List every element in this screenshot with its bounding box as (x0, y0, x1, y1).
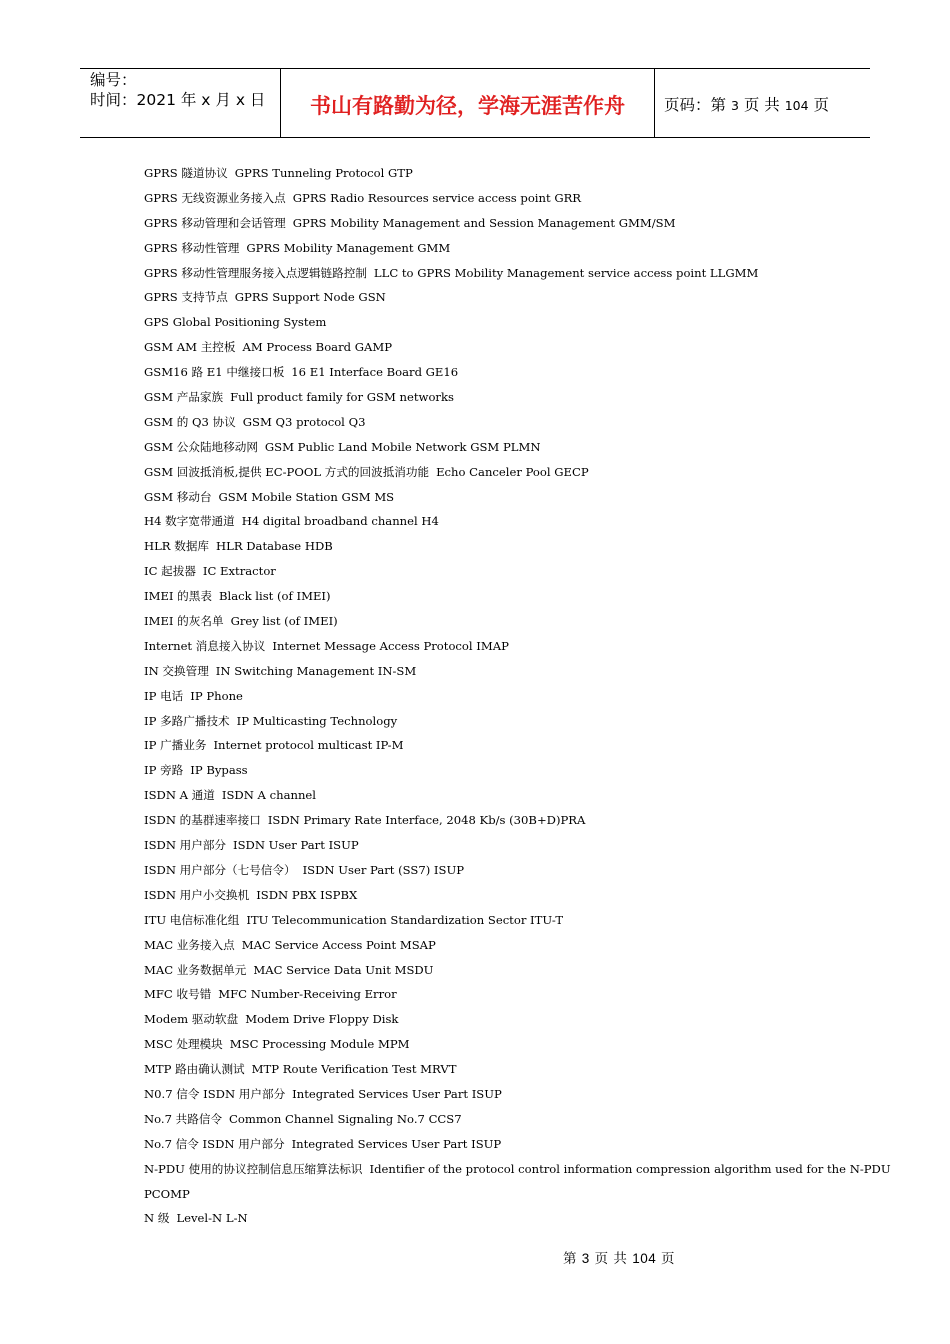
glossary-term-english: Internet protocol multicast IP-M (213, 738, 404, 753)
glossary-term-chinese: IMEI 的黑表 (144, 589, 212, 604)
glossary-term-english: ISDN User Part (SS7) ISUP (302, 862, 465, 877)
glossary-term-chinese: ISDN A 通道 (144, 788, 215, 803)
glossary-entry (144, 908, 834, 933)
glossary-term-chinese: ISDN 的基群速率接口 (144, 813, 261, 828)
glossary-entry (144, 335, 834, 360)
document-number-label: 编号： (90, 71, 137, 89)
glossary-term-chinese: GPRS 移动管理和会话管理 (144, 215, 286, 230)
header-motto: 书山有路勤为径，学海无涯苦作舟 (310, 94, 625, 118)
glossary-term-english: GPRS Mobility Management GMM (246, 240, 451, 255)
glossary-term-english: GSM Mobile Station GSM MS (218, 489, 395, 504)
page-header (80, 68, 870, 138)
glossary-entry (144, 360, 834, 385)
glossary-term-english: ISDN PBX ISPBX (256, 887, 358, 902)
glossary-term-chinese: GPRS 支持节点 (144, 290, 228, 305)
glossary-term-english: MFC Number-Receiving Error (218, 987, 397, 1002)
glossary-entry (144, 933, 834, 958)
glossary-term-english: ITU Telecommunication Standardization Sector ITU-T (246, 912, 564, 927)
glossary-term-english: ISDN User Part ISUP (233, 838, 359, 853)
glossary-term-english: GPRS Support Node GSN (234, 290, 386, 305)
glossary-entry (144, 783, 834, 808)
glossary-term-chinese: GSM AM 主控板 (144, 340, 236, 355)
header-meta (90, 70, 265, 110)
glossary-term-chinese: H4 数字宽带通道 (144, 514, 235, 529)
glossary-term-chinese: GPRS 移动性管理服务接入点逻辑链路控制 (144, 265, 367, 280)
glossary-term-english: Identifier of the protocol control information compression algorithm used for the N-PDU (369, 1161, 891, 1176)
glossary-entry (144, 236, 834, 261)
glossary-term-chinese: Internet 消息接入协议 (144, 638, 266, 653)
glossary-term-chinese: MFC 收号错 (144, 987, 212, 1002)
glossary-term-english: GSM Q3 protocol Q3 (242, 414, 366, 429)
glossary-term-english: GPRS Tunneling Protocol GTP (234, 166, 413, 180)
glossary-term-chinese: MAC 业务数据单元 (144, 962, 247, 977)
glossary-entry (144, 310, 834, 335)
glossary-term-english: Internet Message Access Protocol IMAP (272, 638, 509, 653)
glossary-entry (144, 534, 834, 559)
header-page-number (664, 93, 829, 115)
glossary-entry (144, 833, 834, 858)
glossary-term-chinese: GSM 产品家族 (144, 390, 224, 405)
glossary-entry (144, 709, 834, 734)
glossary-term-chinese: GPRS 隧道协议 (144, 166, 228, 180)
glossary-term-english: ISDN Primary Rate Interface, 2048 Kb/s (30B+D)PRA (267, 813, 586, 828)
glossary-entry (144, 261, 834, 286)
glossary-term-chinese: N 级 (144, 1211, 170, 1226)
glossary-entry (144, 609, 834, 634)
document-date-label: 时间：2021 年 x 月 x 日 (90, 91, 266, 109)
glossary-term-english: IP Phone (190, 688, 243, 703)
glossary-entry (144, 1007, 834, 1032)
glossary-entry (144, 1132, 834, 1157)
glossary-entry (144, 509, 834, 534)
glossary-entry (144, 883, 834, 908)
header-divider-right (654, 69, 655, 137)
glossary-term-chinese: N-PDU 使用的协议控制信息压缩算法标识 (144, 1161, 363, 1176)
glossary-term-english: IN Switching Management IN-SM (215, 663, 417, 678)
glossary-term-english: Integrated Services User Part ISUP (291, 1136, 502, 1151)
glossary-term-english: H4 digital broadband channel H4 (241, 514, 439, 529)
glossary-term-chinese: MAC 业务接入点 (144, 937, 235, 952)
glossary-entry (144, 435, 834, 460)
glossary-term-english: Full product family for GSM networks (230, 390, 454, 405)
footer-suffix: 页 (661, 1251, 676, 1267)
glossary-term-chinese: IN 交换管理 (144, 663, 209, 678)
glossary-term-english: IC Extractor (202, 564, 276, 579)
header-page-current: 3 (730, 98, 739, 113)
glossary-entry (144, 285, 834, 310)
glossary-term-english: ISDN A channel (221, 788, 316, 803)
glossary-term-english: GPRS Radio Resources service access point GRR (292, 190, 582, 205)
glossary-entry (144, 1082, 834, 1107)
glossary-term-english: MTP Route Verification Test MRVT (251, 1062, 457, 1077)
glossary-entry (144, 186, 834, 211)
glossary-entry (144, 659, 834, 684)
footer-prefix: 第 (563, 1251, 577, 1267)
header-page-total: 104 (784, 98, 809, 113)
glossary-term-chinese: ISDN 用户小交换机 (144, 887, 250, 902)
glossary-term-chinese: GPRS 无线资源业务接入点 (144, 190, 286, 205)
glossary-term-english: Integrated Services User Part ISUP (292, 1086, 502, 1101)
glossary-entry (144, 684, 834, 709)
glossary-entry (144, 161, 834, 186)
glossary-term-english: MAC Service Data Unit MSDU (253, 962, 434, 977)
glossary-term-chinese: GSM 公众陆地移动网 (144, 439, 258, 454)
glossary-term-chinese: N0.7 信令 ISDN 用户部分 (144, 1086, 286, 1101)
glossary-entry (144, 559, 834, 584)
header-page-mid: 页 共 (743, 96, 780, 114)
glossary-entry (144, 410, 834, 435)
glossary-term-english: GSM Public Land Mobile Network GSM PLMN (264, 439, 541, 454)
glossary-term-chinese: GSM 移动台 (144, 489, 212, 504)
glossary-term-chinese: GSM16 路 E1 中继接口板 (144, 365, 285, 380)
glossary-entry (144, 485, 834, 510)
glossary-list (144, 161, 891, 1231)
glossary-term-chinese: GPRS 移动性管理 (144, 240, 240, 255)
glossary-term-chinese: No.7 共路信令 (144, 1111, 223, 1126)
glossary-term-english: Level-N L-N (176, 1211, 248, 1226)
glossary-entry (144, 460, 834, 485)
glossary-term-chinese: GSM 回波抵消板,提供 EC-POOL 方式的回波抵消功能 (144, 464, 430, 479)
glossary-term-english: MAC Service Access Point MSAP (241, 937, 436, 952)
glossary-term-english: Black list (of IMEI) (218, 589, 331, 604)
glossary-entry (144, 1157, 891, 1182)
glossary-entry (144, 1206, 834, 1231)
glossary-entry (144, 733, 834, 758)
glossary-term-english: Modem Drive Floppy Disk (245, 1012, 399, 1027)
glossary-entry (144, 758, 834, 783)
glossary-entry (144, 385, 834, 410)
glossary-entry (144, 1107, 834, 1132)
glossary-term-chinese: PCOMP (144, 1186, 190, 1201)
glossary-term-english: GPRS Mobility Management and Session Management GMM/SM (292, 215, 676, 230)
glossary-entry (144, 1057, 834, 1082)
glossary-term-chinese: IP 电话 (144, 688, 184, 703)
glossary-entry (144, 958, 834, 983)
glossary-term-english: AM Process Board GAMP (242, 340, 393, 355)
glossary-entry (144, 634, 834, 659)
glossary-term-english: Grey list (of IMEI) (230, 614, 338, 629)
glossary-term-english: 16 E1 Interface Board GE16 (291, 365, 459, 380)
glossary-entry (144, 858, 834, 883)
glossary-term-chinese: MSC 处理模块 (144, 1037, 223, 1052)
footer-page-total: 104 (632, 1251, 657, 1266)
glossary-term-english: Common Channel Signaling No.7 CCS7 (229, 1111, 462, 1126)
glossary-term-english: LLC to GPRS Mobility Management service access point LLGMM (373, 265, 759, 280)
glossary-entry (144, 584, 834, 609)
glossary-term-chinese: GPS Global Positioning System (144, 315, 327, 330)
glossary-entry (144, 211, 834, 236)
glossary-term-chinese: Modem 驱动软盘 (144, 1012, 239, 1027)
glossary-term-chinese: ISDN 用户部分 (144, 838, 227, 853)
glossary-term-english: MSC Processing Module MPM (229, 1037, 410, 1052)
header-page-suffix: 页 (813, 96, 830, 114)
glossary-term-chinese: IMEI 的灰名单 (144, 614, 224, 629)
glossary-term-chinese: MTP 路由确认测试 (144, 1062, 245, 1077)
footer-mid: 页 共 (594, 1251, 628, 1267)
glossary-term-chinese: IP 广播业务 (144, 738, 207, 753)
glossary-term-chinese: GSM 的 Q3 协议 (144, 414, 236, 429)
glossary-term-chinese: IP 多路广播技术 (144, 713, 230, 728)
glossary-term-chinese: ISDN 用户部分（七号信令） (144, 862, 296, 877)
glossary-entry (144, 982, 834, 1007)
glossary-term-chinese: HLR 数据库 (144, 539, 210, 554)
glossary-term-chinese: ITU 电信标准化组 (144, 912, 240, 927)
glossary-term-english: IP Bypass (190, 763, 248, 778)
glossary-entry (144, 1032, 834, 1057)
glossary-term-chinese: IP 旁路 (144, 763, 184, 778)
glossary-entry (144, 1182, 834, 1207)
glossary-term-chinese: No.7 信令 ISDN 用户部分 (144, 1136, 285, 1151)
glossary-term-english: IP Multicasting Technology (236, 713, 398, 728)
glossary-term-english: Echo Canceler Pool GECP (436, 464, 589, 479)
glossary-term-english: HLR Database HDB (216, 539, 333, 554)
footer-page-current: 3 (581, 1251, 590, 1266)
page-footer (563, 1247, 675, 1267)
glossary-entry (144, 808, 834, 833)
glossary-term-chinese: IC 起拔器 (144, 564, 196, 579)
header-page-prefix: 页码：第 (664, 96, 727, 114)
